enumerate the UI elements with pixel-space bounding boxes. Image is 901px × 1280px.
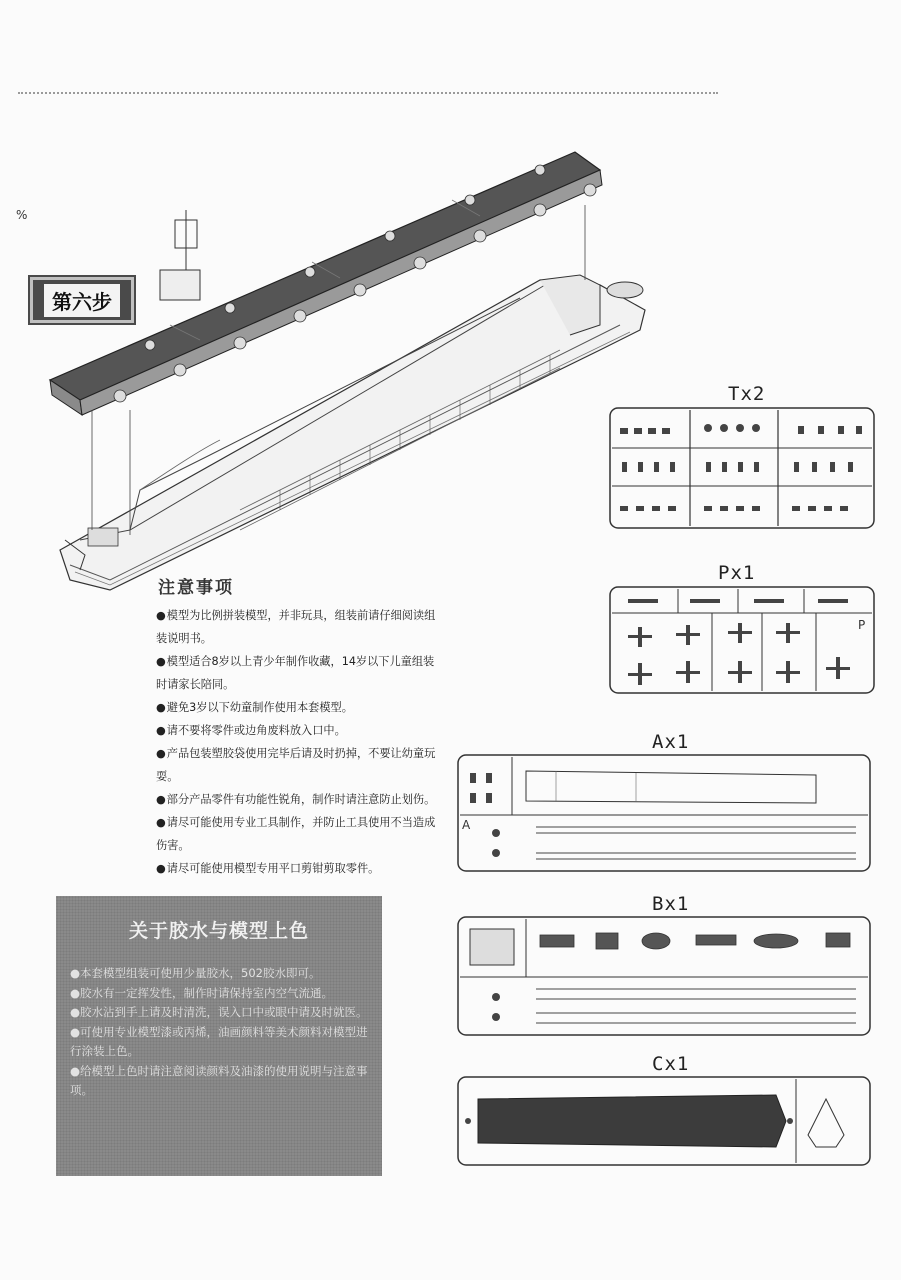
sprue-t-drawing bbox=[608, 406, 876, 530]
glue-item: ●胶水有一定挥发性，制作时请保持室内空气流通。 bbox=[70, 985, 334, 1000]
dotted-divider bbox=[18, 92, 718, 94]
notice-title: 注意事项 bbox=[158, 578, 234, 598]
notice-item: ●避免3岁以下幼童制作使用本套模型。 bbox=[156, 701, 353, 714]
bullet-icon: ● bbox=[156, 793, 166, 806]
glue-item: ●可使用专业模型漆或丙烯，油画颜料等美术颜料对模型进行涂装上色。 bbox=[70, 1024, 368, 1058]
sprue-c-label: Cx1 bbox=[652, 1053, 690, 1075]
bullet-icon: ● bbox=[156, 816, 166, 829]
margin-mark: % bbox=[16, 208, 28, 222]
notice-item: ●请尽可能使用模型专用平口剪钳剪取零件。 bbox=[156, 862, 380, 875]
bullet-icon: ● bbox=[70, 1024, 81, 1039]
notice-item: ●请不要将零件或边角废料放入口中。 bbox=[156, 724, 346, 737]
notice-item: ●产品包装塑胶袋使用完毕后请及时扔掉，不要让幼童玩耍。 bbox=[156, 747, 436, 783]
sprue-b-label: Bx1 bbox=[652, 893, 690, 915]
sprue-p-drawing bbox=[608, 585, 876, 695]
step-title-box bbox=[30, 277, 134, 323]
glue-item: ●给模型上色时请注意阅读颜料及油漆的使用说明与注意事项。 bbox=[70, 1063, 368, 1097]
sprue-a-label: Ax1 bbox=[652, 731, 690, 753]
notice-item: ●模型为比例拼装模型，并非玩具，组装前请仔细阅读组装说明书。 bbox=[156, 609, 436, 645]
sprue-a-drawing bbox=[456, 753, 872, 873]
notice-item: ●部分产品零件有功能性锐角，制作时请注意防止划伤。 bbox=[156, 793, 436, 806]
glue-item: ●胶水沾到手上请及时清洗，误入口中或眼中请及时就医。 bbox=[70, 1005, 368, 1019]
bullet-icon: ● bbox=[156, 862, 166, 875]
bullet-icon: ● bbox=[70, 1005, 81, 1019]
sprue-a-mark: A bbox=[462, 818, 471, 832]
bullet-icon: ● bbox=[156, 701, 166, 714]
sprue-p-mark: P bbox=[858, 618, 866, 632]
bullet-icon: ● bbox=[156, 609, 166, 622]
glue-box-title: 关于胶水与模型上色 bbox=[128, 920, 309, 942]
glue-painting-box bbox=[56, 896, 382, 1176]
sprue-c-drawing bbox=[456, 1075, 872, 1167]
hull-drawing bbox=[60, 275, 645, 590]
bullet-icon: ● bbox=[156, 655, 166, 668]
step-title: 第六步 bbox=[44, 284, 120, 317]
bullet-icon: ● bbox=[70, 1063, 81, 1078]
sprue-p-label: Px1 bbox=[718, 562, 756, 584]
bullet-icon: ● bbox=[70, 966, 81, 980]
notice-item: ●模型适合8岁以上青少年制作收藏，14岁以下儿童组装时请家长陪同。 bbox=[156, 655, 435, 691]
bullet-icon: ● bbox=[156, 724, 166, 737]
carrier-assembly-illustration bbox=[40, 110, 660, 610]
glue-list bbox=[70, 964, 370, 1101]
sprue-t-label: Tx2 bbox=[728, 383, 766, 405]
notice-item: ●请尽可能使用专业工具制作，并防止工具使用不当造成伤害。 bbox=[156, 816, 436, 852]
bullet-icon: ● bbox=[70, 985, 81, 1000]
bullet-icon: ● bbox=[156, 747, 166, 760]
glue-item: ●本套模型组装可使用少量胶水，502胶水即可。 bbox=[70, 966, 321, 980]
sprue-b-drawing bbox=[456, 915, 872, 1037]
notice-list bbox=[156, 604, 436, 880]
